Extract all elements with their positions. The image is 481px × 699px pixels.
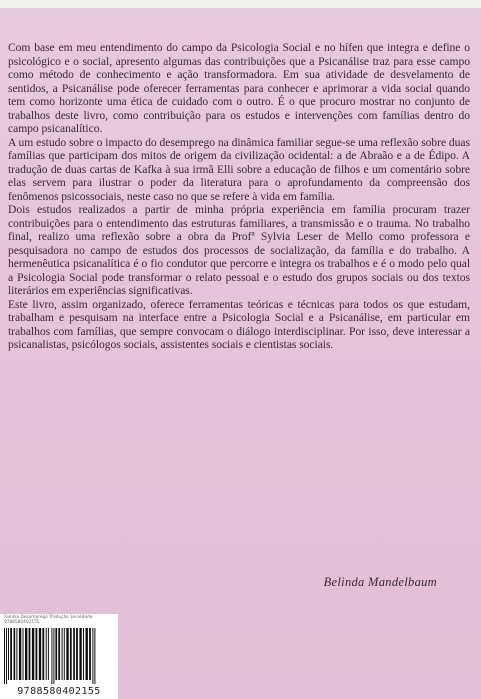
barcode-bar <box>14 628 16 680</box>
barcode-bar <box>53 628 54 684</box>
barcode-label <box>0 614 118 699</box>
barcode-bar <box>79 628 81 680</box>
paragraph-2: A um estudo sobre o impacto do desemprego na dinâmica familiar segue-se uma reflexão sobre duas famílias que participam dos mitos de origem da civilização ocidental: a de Abraão e a de Édipo. A tradução de duas cartas de Kafka à sua irmã Elli sobre a educação de filhos e um comentário sobre elas servem para ilustrar o poder da literatura para o aprofundamento da compreensão dos fenômenos psicossociais, neste caso no que se refere à vida em família. <box>8 135 470 203</box>
barcode-bar <box>42 628 44 680</box>
barcode-bar <box>32 628 34 680</box>
isbn-number: 9788580402155 <box>17 686 101 697</box>
barcode-icon <box>4 628 114 684</box>
barcode-bar <box>10 628 12 680</box>
barcode-bar <box>89 628 91 680</box>
barcode-bar <box>55 628 57 680</box>
barcode-bar <box>76 628 78 680</box>
barcode-bar <box>92 628 93 684</box>
barcode-bar <box>39 628 41 680</box>
barcode-bar <box>36 628 38 680</box>
barcode-bar <box>23 628 24 680</box>
author-signature: Belinda Mandelbaum <box>323 575 437 589</box>
top-edge <box>0 0 481 8</box>
barcode-bar <box>51 628 52 684</box>
barcode-small-text: Família Desemprego Tradução Sociedade 9788580402155 <box>4 615 93 625</box>
barcode-bar <box>64 628 65 680</box>
barcode-bar <box>83 628 84 680</box>
barcode-bar <box>73 628 75 680</box>
barcode-bar <box>94 628 95 684</box>
barcode-bar <box>29 628 31 680</box>
barcode-bar <box>19 628 21 680</box>
barcode-bar <box>4 628 5 684</box>
barcode-bar <box>6 628 7 684</box>
barcode-bar <box>62 628 63 680</box>
paragraph-3: Dois estudos realizados a partir de minha própria experiência em família procuram trazer contribuições para o entendimento das estruturas familiares, a transmissão e o trauma. No trabalho final, realizo uma reflexão sobre a obra da Profª Sylvia Leser de Mello como professora e pesquisadora no campo de estudos dos processos de socialização, da família e do trabalho. A hermenêutica psicanalítica é o fio condutor que percorre e integra os trabalhos e é o modo pelo qual a Psicologia Social pode transformar o relato pessoal e o estudo dos grupos sociais ou dos textos literários em experiências significativas. <box>8 203 470 297</box>
barcode-bar <box>66 628 68 680</box>
barcode-bar <box>46 628 47 680</box>
barcode-bar <box>58 628 60 680</box>
barcode-bar <box>8 628 9 680</box>
blurb-text <box>8 41 470 352</box>
paragraph-4: Este livro, assim organizado, oferece ferramentas teóricas e técnicas para todos os que estudam, trabalham e pesquisam na interface entre a Psicologia Social e a Psicanálise, em particular em trabalhos com famílias, que sempre convocam o diálogo interdisciplinar. Por isso, deve interessar a psicanalistas, psicólogos sociais, assistentes sociais e cientistas sociais. <box>8 297 470 351</box>
barcode-bar <box>86 628 88 680</box>
barcode-bar <box>25 628 27 680</box>
barcode-bar <box>16 628 17 680</box>
paragraph-1: Com base em meu entendimento do campo da Psicologia Social e no hífen que integra e define o psicológico e o social, apresento algumas das contribuições que a Psicanálise traz para esse campo como método de conhecimento e ação transformadora. Em sua atividade de desvelamento de sentidos, a Psicanálise pode oferecer ferramentas para conhecer e aprimorar a vida social quando tem como horizonte uma ética de cuidado com o outro. É o que procuro mostrar no conjunto de trabalhos deste livro, como contribuição para os estudos e intervenções com famílias dentro do campo psicanalítico. <box>8 41 470 135</box>
barcode-bar <box>48 628 49 680</box>
barcode-bar <box>70 628 72 680</box>
